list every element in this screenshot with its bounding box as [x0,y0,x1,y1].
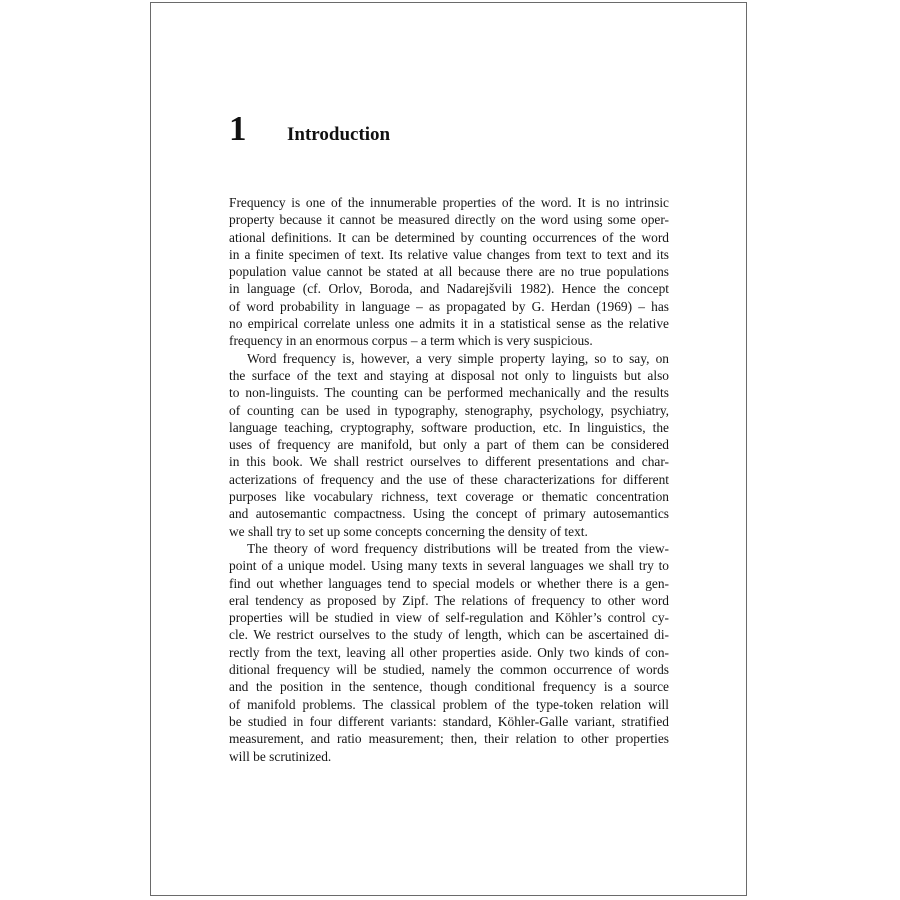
text-line: of word probability in language – as propagated by G. Herdan (1969) – has [229,298,669,314]
text-line: the surface of the text and staying at disposal not only to linguists but also [229,367,669,383]
text-line: rectly from the text, leaving all other properties aside. Only two kinds of con- [229,644,669,660]
text-line: in a finite specimen of text. Its relative value changes from text to text and its [229,246,669,262]
text-line: uses of frequency are manifold, but only a part of them can be considered [229,437,669,453]
text-line: population value cannot be stated at all because there are no true populations [229,264,669,280]
book-page [150,2,747,896]
text-line: Frequency is one of the innumerable properties of the word. It is no intrinsic [229,195,669,210]
text-line: will be scrutinized. [229,748,332,764]
text-line: and the position in the sentence, though conditional frequency is a source [229,679,669,695]
text-line: and autosemantic compactness. Using the concept of primary autosemantics [229,506,669,522]
text-line: The theory of word frequency distributions will be treated from the view- [247,540,669,556]
text-line: ational definitions. It can be determined by counting occurrences of the word [229,229,669,245]
text-line: acterizations of frequency and the use of these characterizations for different [229,471,669,487]
text-line: frequency in an enormous corpus – a term which is very suspicious. [229,333,593,349]
text-line: in language (cf. Orlov, Boroda, and Nadarejšvili 1982). Hence the concept [229,281,669,297]
text-line: of counting can be used in typography, stenography, psychology, psychiatry, [229,402,669,418]
text-line: measurement, and ratio measurement; then, their relation to other properties [229,731,669,747]
chapter-number: 1 [229,109,247,148]
chapter-title: Introduction [287,124,391,145]
text-line: in this book. We shall restrict ourselves to different presentations and char- [229,454,669,470]
text-line: find out whether languages tend to special models or whether there is a gen- [229,575,669,591]
paragraph-3 [229,540,669,765]
text-line: eral tendency as proposed by Zipf. The relations of frequency to other word [229,592,669,608]
text-line: we shall try to set up some concepts concerning the density of text. [229,523,588,539]
text-line: Word frequency is, however, a very simple property laying, so to say, on [247,350,669,366]
text-line: to non-linguists. The counting can be performed mechanically and the results [229,385,669,401]
text-line: no empirical correlate unless one admits it in a statistical sense as the relative [229,316,669,332]
paragraph-1 [229,194,669,350]
paragraph-2 [229,350,669,540]
text-line: point of a unique model. Using many texts in several languages we shall try to [229,558,669,574]
text-line: properties will be studied in view of self-regulation and Köhler’s control cy- [229,610,669,626]
text-line: cle. We restrict ourselves to the study of length, which can be ascertained di- [229,627,669,643]
text-line: of manifold problems. The classical problem of the type-token relation will [229,696,669,712]
text-line: be studied in four different variants: standard, Köhler-Galle variant, stratified [229,713,669,729]
text-line: property because it cannot be measured directly on the word using some oper- [229,212,669,228]
text-line: language teaching, cryptography, software production, etc. In linguistics, the [229,419,669,435]
text-line: ditional frequency will be studied, namely the common occurrence of words [229,662,669,678]
text-line: purposes like vocabulary richness, text coverage or thematic concentration [229,489,669,505]
chapter-heading [229,109,390,149]
body-text [229,194,669,765]
